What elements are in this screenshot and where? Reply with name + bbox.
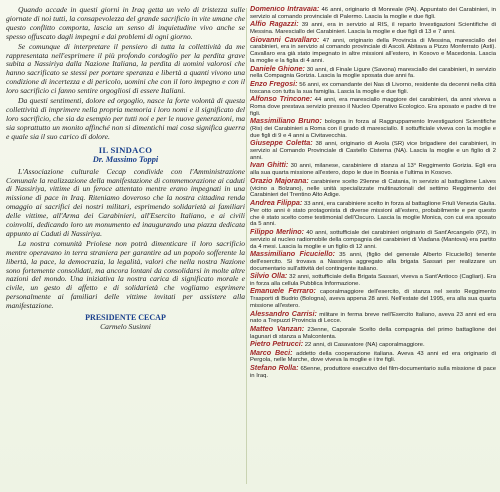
victim-description: 39 anni, era in servizio al RIS, il reparto Investigazioni Scientifiche di Messina. Maresciallo dei Carabinieri. Lascia la moglie e due figli di 13 e 7 anni. (250, 22, 496, 36)
victim-description: 38 anni, originario di Avola (SR) vice brigadiere dei carabinieri, in servizio al Comando Provinciale di Castello Cisterna (NA). Lascia la moglie e un figlio di 2 anni. (250, 141, 496, 162)
victim-name: Massimiliano Ficuciello: (250, 248, 336, 258)
victim-name: Matteo Vanzan: (250, 323, 305, 333)
victim-name: Andrea Filippa: (250, 197, 303, 207)
victim-name: Marco Beci: (250, 347, 293, 357)
victim-description: 30 anni, milanese, carabiniere di stanza al 13° Reggimento Gorizia. Egli era alla sua quarta missione all'estero, dopo le due in Bosnia e l'ultima in Kosovo. (250, 163, 496, 177)
victim-entry (250, 288, 496, 310)
victim-name: Stefano Rolla: (250, 362, 299, 372)
victim-name: Orazio Majorana: (250, 175, 309, 185)
victim-entry (250, 175, 496, 200)
victim-entry (250, 96, 496, 118)
victim-description: 30 anni, di Finale Ligure (Savona) maresciallo dei carabinieri, in servizio nella Compagnia Gorizia. Lascia la moglie sposata due anni fa. (250, 66, 496, 80)
victim-description: 47 anni, originario della Provincia di Messina, maresciallo dei carabinieri, era in servizio al comando provinciale di Ascoli. Abitava a Pizzo Monferrato (Asti). Cavallaro era già stato impegnato in altre missioni all'estero, in Kosovo e Macedonia. Lascia la moglie e la figlia di 4 anni. (250, 37, 496, 65)
victim-description: militare in ferma breve nell'Esercito Italiano, aveva 23 anni ed era nato a Trepuzzi Provincia di Lecce. (250, 311, 496, 325)
victim-description: 23enne, Caporale Scelto della compagnia del primo battaglione dei lagunari di stanza a Malcontenta. (250, 326, 496, 340)
sindaco-signature (6, 145, 245, 164)
victim-entry (250, 140, 496, 162)
victim-entry (250, 197, 496, 228)
victim-name: Domenico Intravaia: (250, 6, 320, 13)
victim-name: Alessandro Carrisi: (250, 308, 317, 318)
victim-name: Giovanni Cavallaro: (250, 34, 320, 44)
left-column (6, 6, 245, 488)
column-divider (246, 8, 247, 484)
victim-description: bologna in forza al Raggruppamento Investigazioni Scientifiche (Ris) dei Carabinieri a Roma con il grado di maresciallo. Il sottufficiale viveva con la moglie e due figli di 9 e 4 anni a Civitavecchia. (250, 119, 496, 139)
victim-name: Alfonso Trincone: (250, 94, 313, 104)
victim-name: Giuseppe Coletta: (250, 138, 313, 148)
victim-name: Enzo Fregosi: (250, 78, 298, 88)
cecap-paragraph-1: L'Associazione culturale Cecap condivide con l'Amministrazione Comunale la realizzazione della manifestazione di commemorazione ai caduti di Nassiriya, vittime di un feroce attentato mentre erano impegnati in una missione di pace in Iraq. Riteniamo doveroso che la nostra cittadina renda omaggio ai sacrifici dei nostri militari, esprimendo solidarietà ai familiari delle vittime, all'Arma dei Carabinieri, all'Esercito Italiano, e ai civili coinvolti, dedicando loro un monumento ed inaugurando una piazza dedicata appunto ai Caduti di Nassiriya. (6, 166, 245, 238)
cecap-name: Carmelo Susinni (100, 322, 151, 332)
right-column-victims-list (250, 6, 496, 488)
sindaco-title: IL SINDACO (98, 144, 153, 155)
victim-description: addetto della cooperazione italiana. Aveva 43 anni ed era originario di Pergola, nelle Marche, dove viveva la moglie e i tre figli. (250, 350, 496, 364)
victim-description: 32 anni, sottufficiale della Brigata Sassari, viveva a Sant'Antioco (Cagliari). Era in forza alla cellula Pubblica Informazione. (250, 274, 496, 287)
victim-entry (250, 362, 496, 380)
victim-description: 35 anni, (figlio del generale Alberto Ficuciello) tenente dell'esercito. Si trovava a Nassiriya aggregato alla brigata Sassari per realizzare un documentario sull'attività del contingente italiano. (250, 251, 496, 272)
victim-name: Alfio Ragazzi: (250, 19, 299, 29)
victim-description: 44 anni, era maresciallo maggiore dei carabinieri, da anni viveva a Roma dove prestava servizio presso il Nucleo Operativo Ecologico. Era sposato e padre di tre figli. (250, 97, 496, 117)
victim-description: 22 anni, di Casavatore (NA) caporalmaggiore. (303, 342, 425, 349)
victim-description: carabiniere scelto 29enne di Catania, in servizio al battaglione Laives (vicino a Bolzano), nelle unità specializzate multinazionali del settimo Reggimento dei Carabinieri del Trentino Alto Adige. (250, 178, 496, 199)
intro-paragraph-2: Se comunque di interpretare il pensiero di tutta la collettività da me rappresentata nell'esprimere il più profondo cordoglio per la perdita grave subita a Nassiriya dalla Nazione Italiana, la perdita di uomini valorosi che hanno sacrificato se stessi per portare speranza e libertà a quanti vivono una condizione di incertezza e di pericolo, uomini che con il loro impegno e con il loro sacrificio ci fanno sentire orgogliosi di essere Italiani. (6, 41, 245, 96)
victim-description: 56 anni, ex comandante dei Nas di Livorno, residente da decenni nella città toscana con tutta la sua famiglia. Lascia la moglie e due figli. (250, 81, 496, 95)
victim-entry (250, 118, 496, 140)
victim-description: 65enne, produttore esecutivo del film-documentario sulla missione di pace in Iraq. (250, 365, 496, 379)
victim-description: 33 anni, era carabiniere scelto in forza al battaglione Friuli Venezia Giulia. Per otto anni è stato protagonista di diverse missioni all'estero, probabilmente e per questo che è stato scelto come testimonial dell'Oscuro. Lascia la moglie Monica, con cui era sposato da 5 anni. (250, 200, 496, 228)
victim-name: Filippo Merlino: (250, 226, 305, 236)
victim-name: Emanuele Ferraro: (250, 286, 316, 296)
cecap-signature (6, 313, 245, 331)
cecap-paragraph-2: La nostra comunità Priolese non potrà dimenticare il loro sacrificio mentre operavano in terra straniera per garantire ad un popolo sofferente la libertà, la pace, la democrazia, la legalità, valori che nella nostra Nazione sono fortemente consolidati, ma ancora lontani da consolidarsi in molte altre nazioni del mondo. Una iniziativa la nostra carica di significato morale e civile, un gesto di affetto e di solidarietà che vogliamo esprimere personalmente ai familiari delle vittime invitati per assistere alla manifestazione. (6, 238, 245, 311)
intro-paragraph-3: Da questi sentimenti, dolore ed orgoglio, nasce la forte volontà di questa collettività di imprimere nella propria memoria i loro nomi e il significato del loro sacrificio, che sia da esempio per tutti noi e per le nuove generazioni, ma sia soprattutto un monito affinché non si dimentichi mai cosa significa guerra e quale sia il suo carico di dolore. (6, 96, 245, 141)
victim-name: Pietro Petrucci: (250, 339, 304, 349)
victim-entry (250, 248, 496, 273)
victim-description: 46 anni, originario di Monreale (PA). Appuntato dei Carabinieri, in servizio al comando provinciale di Palermo. Lascia la moglie e due figli. (250, 7, 496, 20)
victim-entry (250, 34, 496, 65)
sindaco-name: Dr. Massimo Toppi (92, 154, 159, 164)
victim-description: 40 anni, sottufficiale dei carabinieri originario di Sant'Arcangelo (PZ), in servizio al nucleo radiomobile della compagnia dei carabinieri di Viadana (Mantova) era partito da 4 mesi. Lascia la moglie e un figlio di 12 anni. (250, 229, 496, 250)
intro-paragraph-1: Quando accade in questi giorni in Iraq getta un velo di tristezza sulle giornate di noi tutti, la consapevolezza del grande sacrificio in vite umane che questo conflitto comporta, lascia un senso di inquietudine vivo anche se spesso offuscato dagli impegni e dai problemi di ogni giorno. (6, 6, 245, 41)
victim-name: Silvio Olla: (250, 271, 288, 281)
victim-entry (250, 226, 496, 251)
cecap-title: PRESIDENTE CECAP (85, 313, 166, 323)
victim-name: Massimiliano Bruno: (250, 116, 322, 126)
victim-name: Ivan Ghitti: (250, 160, 289, 170)
victim-name: Daniele Ghione: (250, 63, 305, 73)
victim-description: caporalmaggiore dell'esercito, di stanza nel sesto Reggimento Trasporti di Budrio (Bologna), aveva appena 28 anni. Nell'estate del 1995, era alla sua quarta missione all'estero. (250, 289, 496, 310)
